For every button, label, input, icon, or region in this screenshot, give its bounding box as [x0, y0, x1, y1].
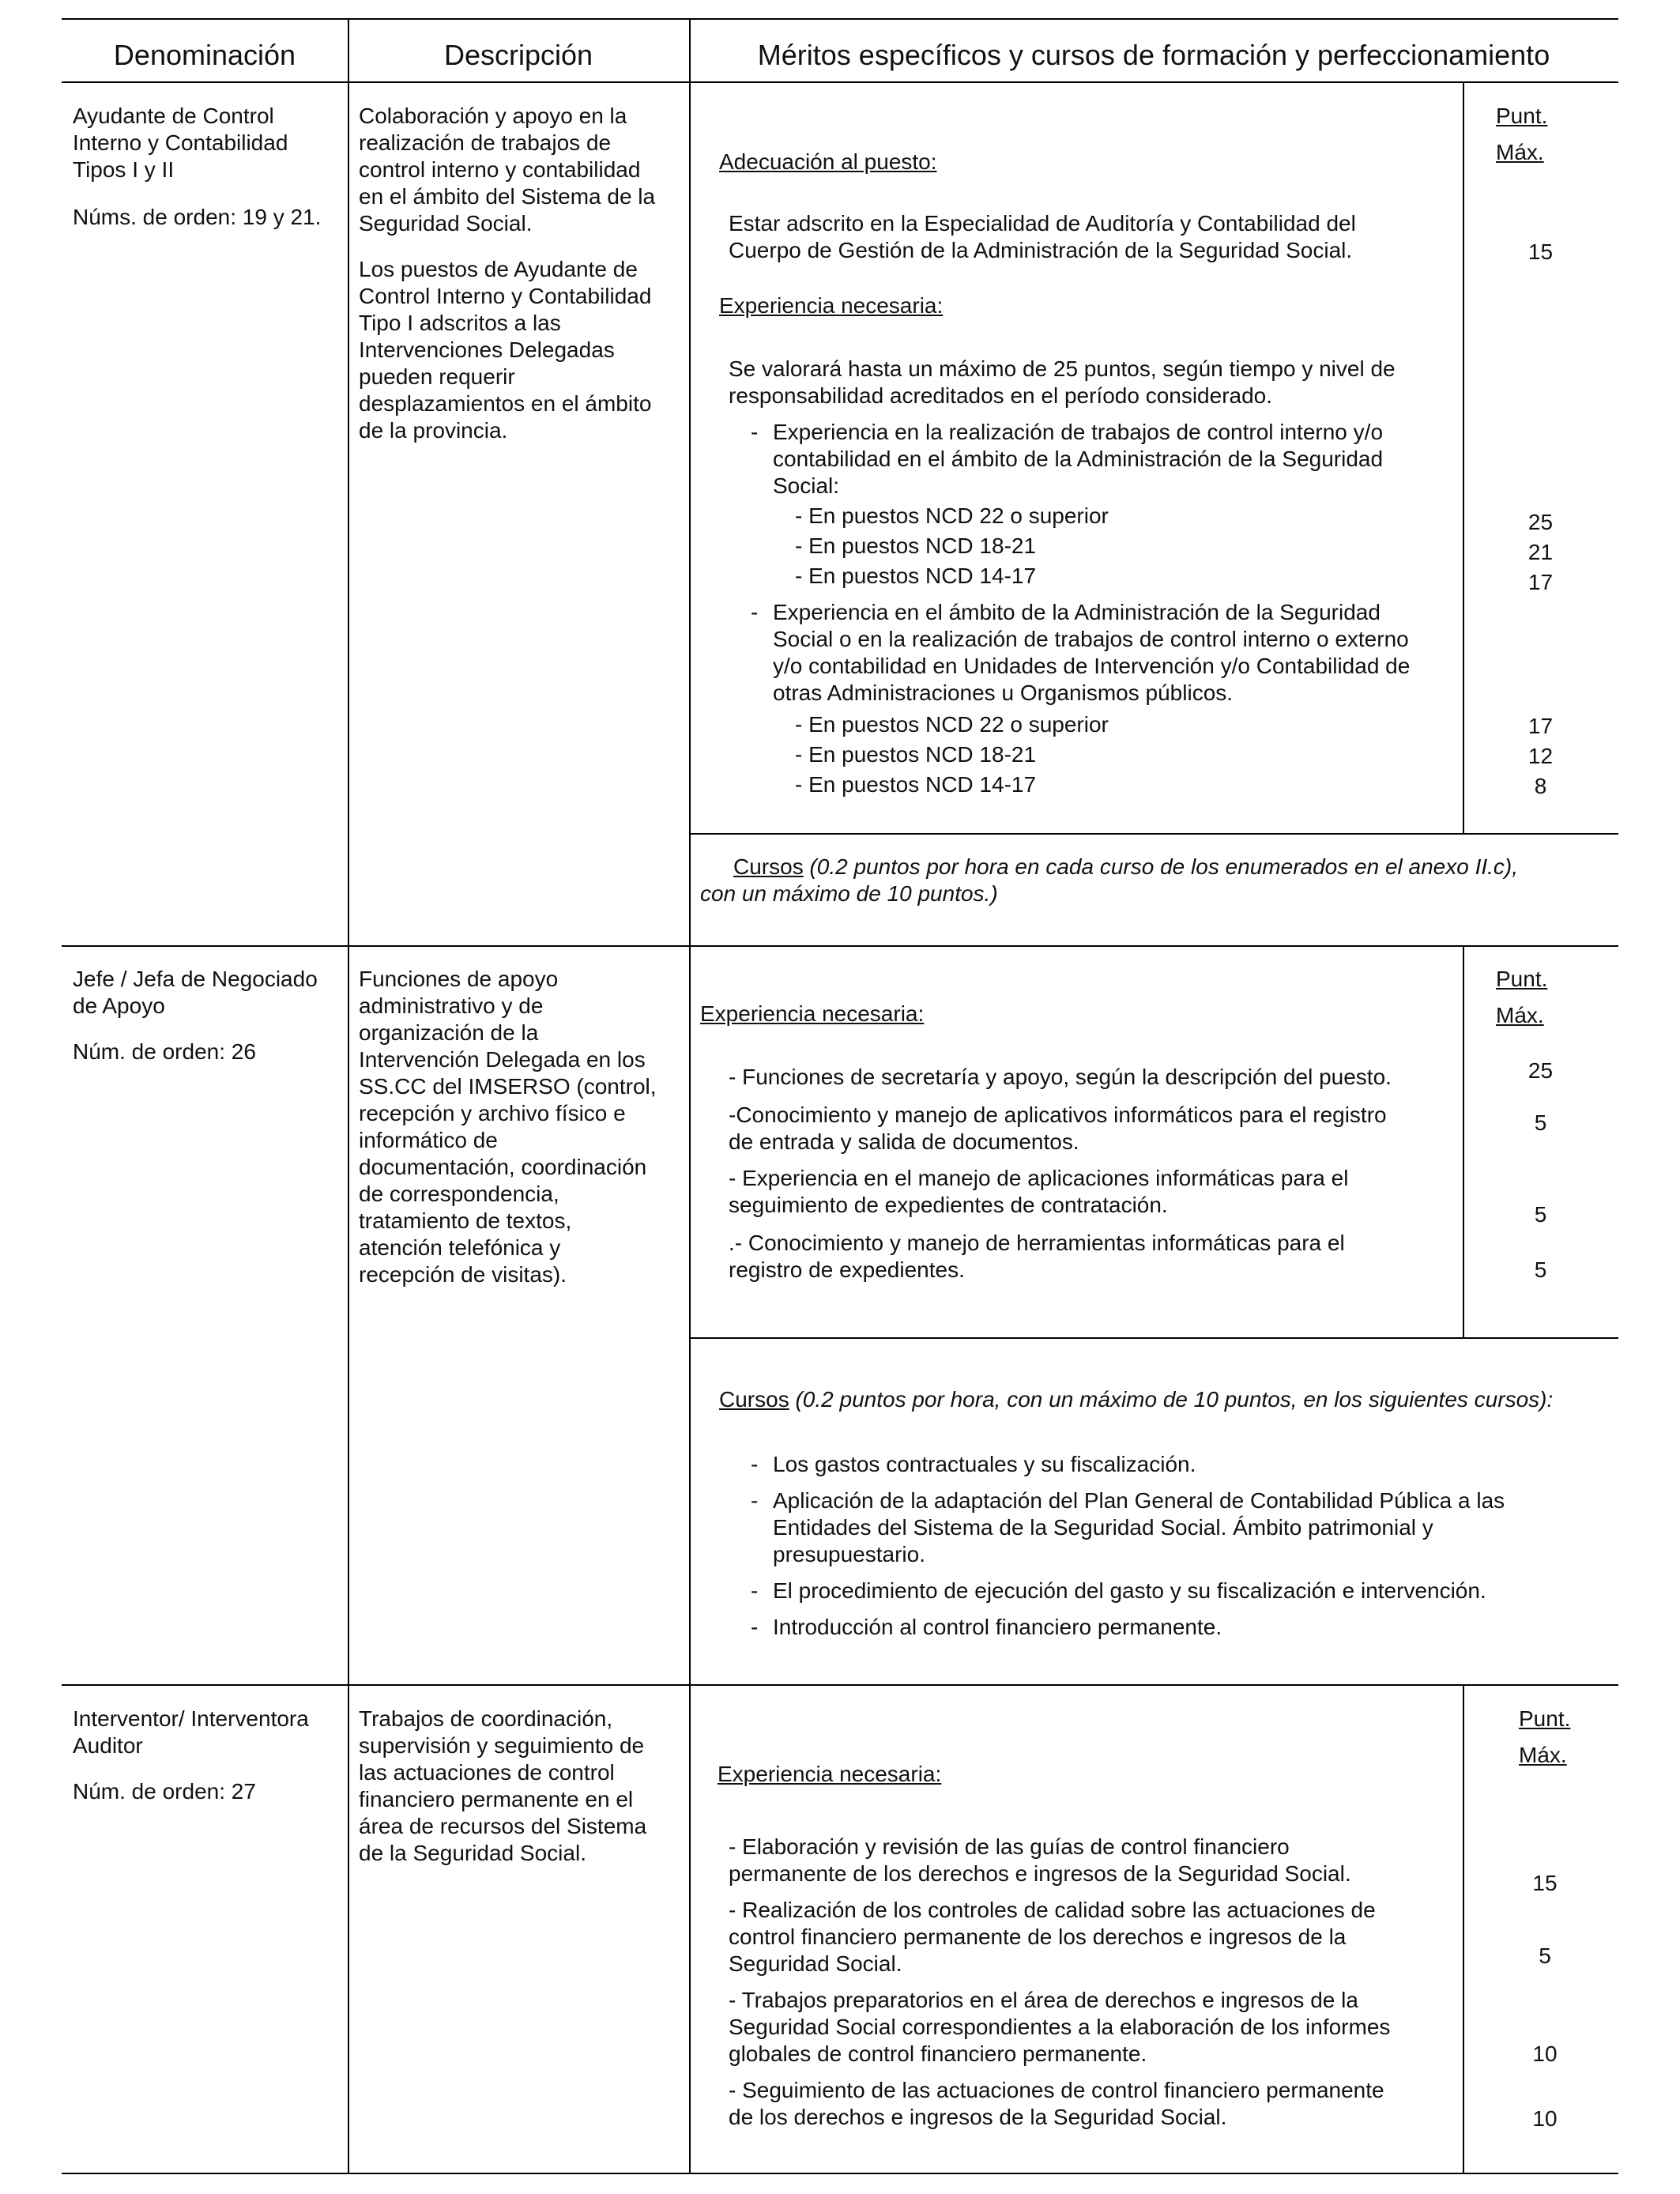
row2-punt-label: Punt. — [1496, 967, 1548, 991]
col1-divider — [348, 18, 349, 2173]
row2-experiencia-heading: Experiencia necesaria: — [700, 1001, 925, 1026]
row3-punt-label: Punt. — [1519, 1706, 1571, 1731]
row3-experiencia-heading: Experiencia necesaria: — [718, 1762, 942, 1786]
row1-cursos-divider — [689, 833, 1618, 835]
row1-order-number: Núms. de orden: 19 y 21. — [73, 205, 322, 229]
row1-adecuacion-points: 15 — [1527, 239, 1554, 264]
row2-max-label: Máx. — [1496, 1003, 1544, 1027]
header-descripcion: Descripción — [443, 39, 593, 71]
row1-adecuacion-heading: Adecuación al puesto: — [719, 149, 937, 174]
header-bottom-border — [62, 81, 1618, 83]
row1-cursos: Cursos (0.2 puntos por hora en cada curso de los enumerados en el anexo II.c), — [733, 854, 1519, 879]
row2-order-number: Núm. de orden: 26 — [73, 1039, 256, 1064]
row1-experiencia-heading: Experiencia necesaria: — [719, 293, 944, 318]
header-denominacion: Denominación — [113, 39, 296, 71]
row2-cursos-divider — [689, 1337, 1618, 1339]
header-meritos: Méritos específicos y cursos de formación y perfeccionamiento — [757, 39, 1550, 71]
row3-max-label: Máx. — [1519, 1743, 1567, 1767]
row3-points-divider — [1463, 1684, 1464, 2173]
table-bottom-border — [62, 2173, 1618, 2174]
row2-cursos: Cursos (0.2 puntos por hora, con un máximo de 10 puntos, en los siguientes cursos): — [719, 1387, 1554, 1412]
row3-order-number: Núm. de orden: 27 — [73, 1779, 256, 1804]
table-top-border — [62, 18, 1618, 20]
row1-max-label: Máx. — [1496, 140, 1544, 164]
row1-punt-label: Punt. — [1496, 104, 1548, 128]
row2-bottom-border — [62, 1684, 1618, 1686]
col2-divider — [689, 18, 691, 2173]
row1-bottom-border — [62, 945, 1618, 947]
